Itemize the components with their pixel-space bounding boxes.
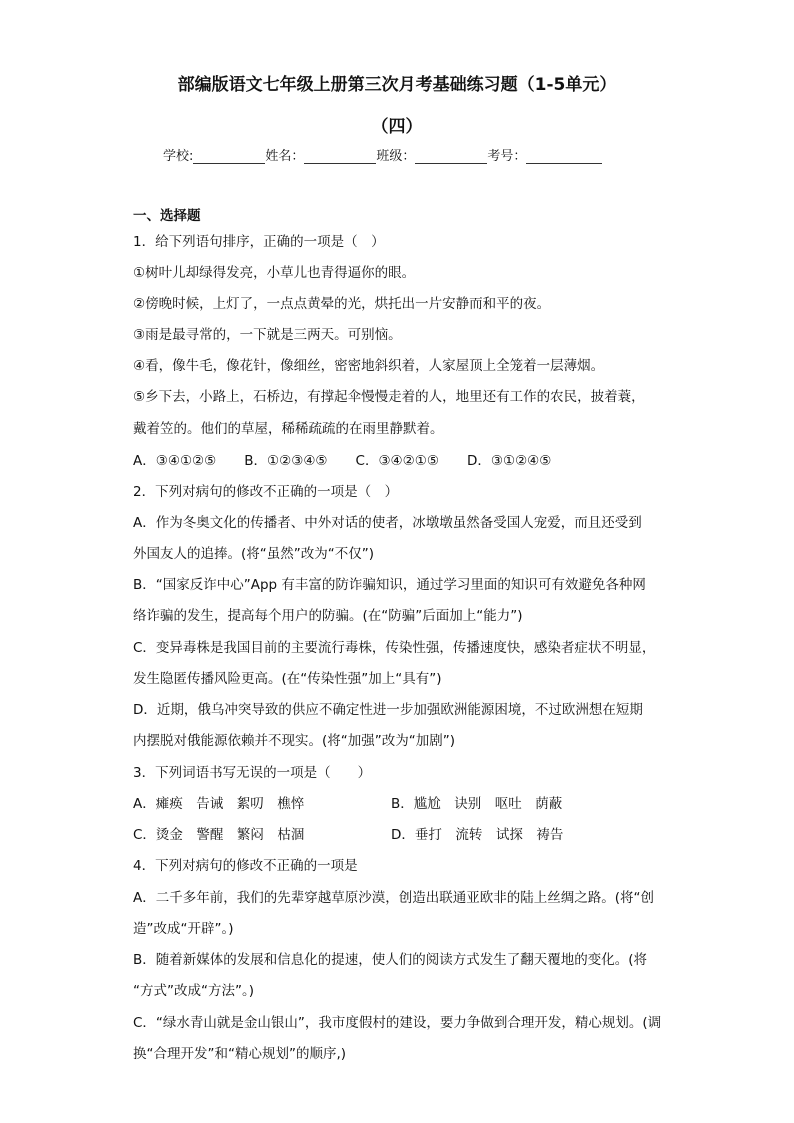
exam-number-blank	[526, 149, 602, 164]
question-3-option-c: C．烫金 警醒 繁闷 枯涸	[133, 827, 305, 843]
question-1-sentence: ②傍晚时候，上灯了，一点点黄晕的光，烘托出一片安静而和平的夜。	[133, 296, 551, 312]
name-label: 姓名：	[265, 149, 305, 164]
question-2-line: D．近期，俄乌冲突导致的供应不确定性进一步加强欧洲能源困境，不过欧洲想在短期	[133, 702, 643, 718]
option-d: D．③①②④⑤	[466, 453, 552, 469]
question-4-line: 造”改成“开辟”。)	[133, 921, 234, 937]
question-1-sentence: ①树叶儿却绿得发亮，小草儿也青得逼你的眼。	[133, 265, 416, 281]
class-label: 班级：	[376, 149, 416, 164]
question-4-line: 换“合理开发”和“精心规划”的顺序,)	[133, 1046, 347, 1062]
document-subtitle: （四）	[371, 117, 423, 137]
question-3-option-d: D．垂打 流转 试探 祷告	[391, 827, 564, 843]
question-1-sentence: ③雨是最寻常的，一下就是三两天。可别恼。	[133, 327, 402, 343]
question-4-stem: 4．下列对病句的修改不正确的一项是	[133, 858, 358, 874]
question-1-sentence: ④看，像牛毛，像花针，像细丝，密密地斜织着，人家屋顶上全笼着一层薄烟。	[133, 358, 605, 374]
question-2-line: 内摆脱对俄能源依赖并不现实。(将“加强”改为“加剧”)	[133, 733, 456, 749]
question-2-line: 络诈骗的发生，提高每个用户的防骗。(在“防骗”后面加上“能力”)	[133, 608, 523, 624]
option-b: B．①②③④⑤	[244, 453, 328, 469]
question-2-line: 外国友人的追捧。(将“虽然”改为“不仅”)	[133, 546, 375, 562]
question-2-line: B．“国家反诈中心”App 有丰富的防诈骗知识，通过学习里面的知识可有效避免各种网	[133, 577, 646, 593]
question-4-line: B．随着新媒体的发展和信息化的提速，使人们的阅读方式发生了翻天覆地的变化。(将	[133, 952, 648, 968]
option-c: C．③④②①⑤	[355, 453, 439, 469]
option-a: A．③④①②⑤	[133, 453, 217, 469]
question-3-stem: 3．下列词语书写无误的一项是（ ）	[133, 765, 372, 781]
question-3-option-b: B．尴尬 诀别 呕吐 荫蔽	[391, 796, 563, 812]
exam-number-label: 考号：	[487, 149, 527, 164]
question-2-line: 发生隐匿传播风险更高。(在“传染性强”加上“具有”)	[133, 671, 442, 687]
class-blank	[415, 149, 487, 164]
document-title: 部编版语文七年级上册第三次月考基础练习题（1-5单元）	[177, 75, 617, 95]
school-label: 学校:	[163, 149, 194, 164]
question-4-line: C．“绿水青山就是金山银山”，我市度假村的建设，要力争做到合理开发，精心规划。(调	[133, 1015, 662, 1031]
question-1-options	[133, 452, 551, 470]
question-2-line: A．作为冬奥文化的传播者、中外对话的使者，冰墩墩虽然备受国人宠爱，而且还受到	[133, 515, 642, 531]
question-1-sentence: ⑤乡下去，小路上，石桥边，有撑起伞慢慢走着的人，地里还有工作的农民，披着蓑，	[133, 389, 645, 405]
question-1-stem: 1．给下列语句排序，正确的一项是（ ）	[133, 234, 385, 250]
question-2-line: C．变异毒株是我国目前的主要流行毒株，传染性强，传播速度快，感染者症状不明显，	[133, 640, 656, 656]
question-4-line: “方式”改成“方法”。)	[133, 983, 254, 999]
question-1-sentence: 戴着笠的。他们的草屋，稀稀疏疏的在雨里静默着。	[133, 421, 444, 437]
name-blank	[304, 149, 376, 164]
school-blank	[193, 149, 265, 164]
question-2-stem: 2．下列对病句的修改不正确的一项是（ ）	[133, 484, 399, 500]
question-4-line: A．二千多年前，我们的先辈穿越草原沙漠，创造出联通亚欧非的陆上丝绸之路。(将“创	[133, 890, 654, 906]
section-heading: 一、选择题	[133, 208, 201, 224]
student-info-row	[163, 145, 602, 164]
question-3-option-a: A．瘫痪 告诫 絮叨 樵悴	[133, 796, 305, 812]
